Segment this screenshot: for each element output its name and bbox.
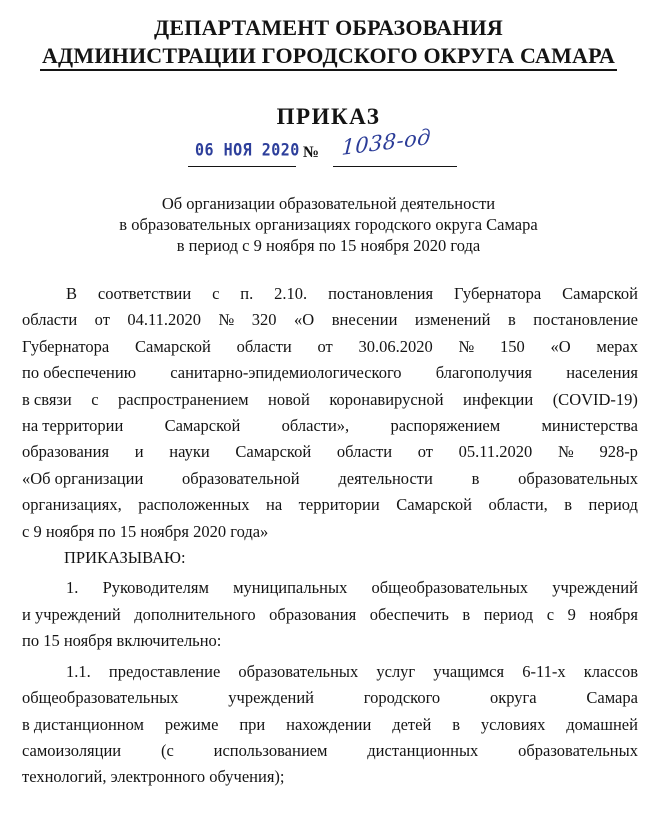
word: условиях xyxy=(480,714,546,734)
word: области xyxy=(236,336,292,356)
word: Самарской xyxy=(562,284,638,303)
word: Губернатора xyxy=(454,284,542,303)
order-body xyxy=(22,281,638,791)
preamble-paragraph xyxy=(22,281,638,519)
word: 1. xyxy=(66,578,79,598)
word: распространением xyxy=(118,389,249,409)
word: при xyxy=(239,714,266,734)
word: № xyxy=(218,310,235,330)
word: области», xyxy=(281,416,350,436)
word: «О xyxy=(550,336,571,356)
word: учреждений xyxy=(228,688,315,708)
order-date-field xyxy=(188,140,300,167)
word: муниципальных xyxy=(233,578,348,598)
header-line-1: ДЕПАРТАМЕНТ ОБРАЗОВАНИЯ xyxy=(154,15,503,40)
word: период xyxy=(483,604,534,624)
subject-line: в период с 9 ноября по 15 ноября 2020 года xyxy=(176,236,481,255)
order-date-number-line xyxy=(188,124,468,170)
word: округа xyxy=(489,688,537,708)
word: организациях, xyxy=(22,495,122,515)
word: в xyxy=(507,310,516,330)
text-line xyxy=(22,281,638,307)
item-1-1-paragraph xyxy=(22,659,638,765)
word: постановления xyxy=(328,284,434,303)
word: внесении xyxy=(331,310,398,330)
order-number-handwritten: 1038-од xyxy=(341,124,432,160)
word: благополучия xyxy=(435,363,532,383)
word: домашней xyxy=(566,714,638,734)
order-number-field xyxy=(333,124,457,167)
word: санитарно-эпидемиологического xyxy=(170,363,402,383)
word: общеобразовательных xyxy=(22,688,179,708)
subject-line: Об организации образовательной деятельности xyxy=(161,194,496,213)
word: детей xyxy=(392,714,432,734)
word: инфекции xyxy=(463,389,534,409)
word: в дистанционном xyxy=(22,714,144,734)
word: городского xyxy=(363,688,441,708)
word: изменений xyxy=(414,310,491,330)
word: в xyxy=(564,495,573,515)
word: в xyxy=(471,468,480,488)
word: нахождении xyxy=(286,714,372,734)
word: учащимся xyxy=(433,661,505,681)
word: на xyxy=(266,495,283,515)
word: деятельности xyxy=(338,468,433,488)
word: с xyxy=(546,604,555,624)
word: (COVID-19) xyxy=(552,389,638,409)
word: в xyxy=(462,604,471,624)
word: предоставление xyxy=(108,661,221,681)
word: № xyxy=(458,336,475,356)
word: территории xyxy=(298,495,380,515)
word: дистанционных xyxy=(367,740,479,760)
text-line xyxy=(22,413,638,439)
word: общеобразовательных xyxy=(371,578,529,598)
word: расположенных xyxy=(138,495,250,515)
order-date-stamp: 06 НОЯ 2020 xyxy=(195,140,300,160)
word: образовательных xyxy=(518,468,638,488)
word: от xyxy=(94,310,110,330)
word: самоизоляции xyxy=(22,740,122,760)
word: образования xyxy=(269,604,357,624)
word: 9 xyxy=(567,604,576,624)
word: образовательной xyxy=(182,468,300,488)
word: образовательных xyxy=(518,740,638,760)
department-header xyxy=(0,14,657,71)
word: распоряжением xyxy=(390,416,501,436)
word: классов xyxy=(583,661,638,681)
word: период xyxy=(588,495,638,515)
word: Самарской xyxy=(235,442,312,462)
word: области xyxy=(22,310,78,330)
text-line xyxy=(22,712,638,738)
order-subject xyxy=(0,193,657,256)
word: 2.10. xyxy=(274,284,308,303)
word: образовательных xyxy=(238,661,359,681)
word: № xyxy=(558,442,574,462)
word: п. xyxy=(240,284,254,303)
subject-line: в образовательных организациях городского округа Самара xyxy=(119,215,538,234)
word: с xyxy=(212,284,220,303)
word: населения xyxy=(566,363,638,383)
word: образования xyxy=(22,442,110,462)
word: области, xyxy=(488,495,548,515)
text-line xyxy=(22,466,638,492)
text-line xyxy=(22,307,638,333)
word: на территории xyxy=(22,416,124,436)
word: науки xyxy=(169,442,210,462)
text-line xyxy=(22,738,638,764)
preamble-last-line: с 9 ноября по 15 ноября 2020 года» xyxy=(22,521,269,541)
word: области xyxy=(336,442,393,462)
word: 04.11.2020 xyxy=(127,310,202,330)
word: и xyxy=(134,442,144,462)
word: ноября xyxy=(589,604,638,624)
word: использованием xyxy=(213,740,328,760)
word: В xyxy=(66,284,78,303)
word: 928-р xyxy=(599,442,638,462)
text-line xyxy=(22,659,638,685)
word: от xyxy=(317,336,333,356)
word: Самарской xyxy=(164,416,241,436)
word: (с xyxy=(160,740,174,760)
word: Губернатора xyxy=(22,336,110,356)
item-1-last-line: по 15 ноября включительно: xyxy=(22,631,222,651)
number-sign: № xyxy=(303,144,320,161)
text-line xyxy=(22,575,638,601)
word: в xyxy=(452,714,460,734)
item-1-1-last-line: технологий, электронного обучения); xyxy=(22,767,285,787)
word: 320 xyxy=(251,310,277,330)
text-line xyxy=(22,387,638,413)
text-line xyxy=(22,492,638,518)
word: соответствии xyxy=(97,284,192,303)
text-line xyxy=(22,360,638,386)
word: от xyxy=(417,442,433,462)
item-1-paragraph xyxy=(22,575,638,628)
text-line xyxy=(22,439,638,465)
text-line xyxy=(22,685,638,711)
word: новой xyxy=(268,389,310,409)
word: мерах xyxy=(596,336,638,356)
word: учреждений xyxy=(552,578,638,598)
word: с xyxy=(91,389,99,409)
word: министерства xyxy=(541,416,638,436)
word: Самарской xyxy=(135,336,211,356)
document-title: ПРИКАЗ xyxy=(276,104,381,129)
text-line xyxy=(22,602,638,628)
word: коронавирусной xyxy=(329,389,444,409)
word: 150 xyxy=(499,336,525,356)
word: «О xyxy=(294,310,315,330)
word: Самара xyxy=(586,688,638,708)
word: в связи xyxy=(22,389,72,409)
word: 1.1. xyxy=(66,661,91,681)
word: постановление xyxy=(533,310,638,330)
word: по обеспечению xyxy=(22,363,137,383)
word: услуг xyxy=(376,661,416,681)
text-line xyxy=(22,334,638,360)
word: 30.06.2020 xyxy=(358,336,433,356)
order-word: ПРИКАЗЫВАЮ: xyxy=(64,548,186,568)
word: 6-11-х xyxy=(522,661,566,681)
word: режиме xyxy=(164,714,219,734)
word: Самарской xyxy=(396,495,473,515)
word: обеспечить xyxy=(369,604,449,624)
word: дополнительного xyxy=(134,604,256,624)
word: и учреждений xyxy=(22,604,121,624)
word: 05.11.2020 xyxy=(458,442,533,462)
header-line-2: АДМИНИСТРАЦИИ ГОРОДСКОГО ОКРУГА САМАРА xyxy=(40,43,617,71)
word: Руководителям xyxy=(102,578,209,598)
word: «Об организации xyxy=(22,468,144,488)
